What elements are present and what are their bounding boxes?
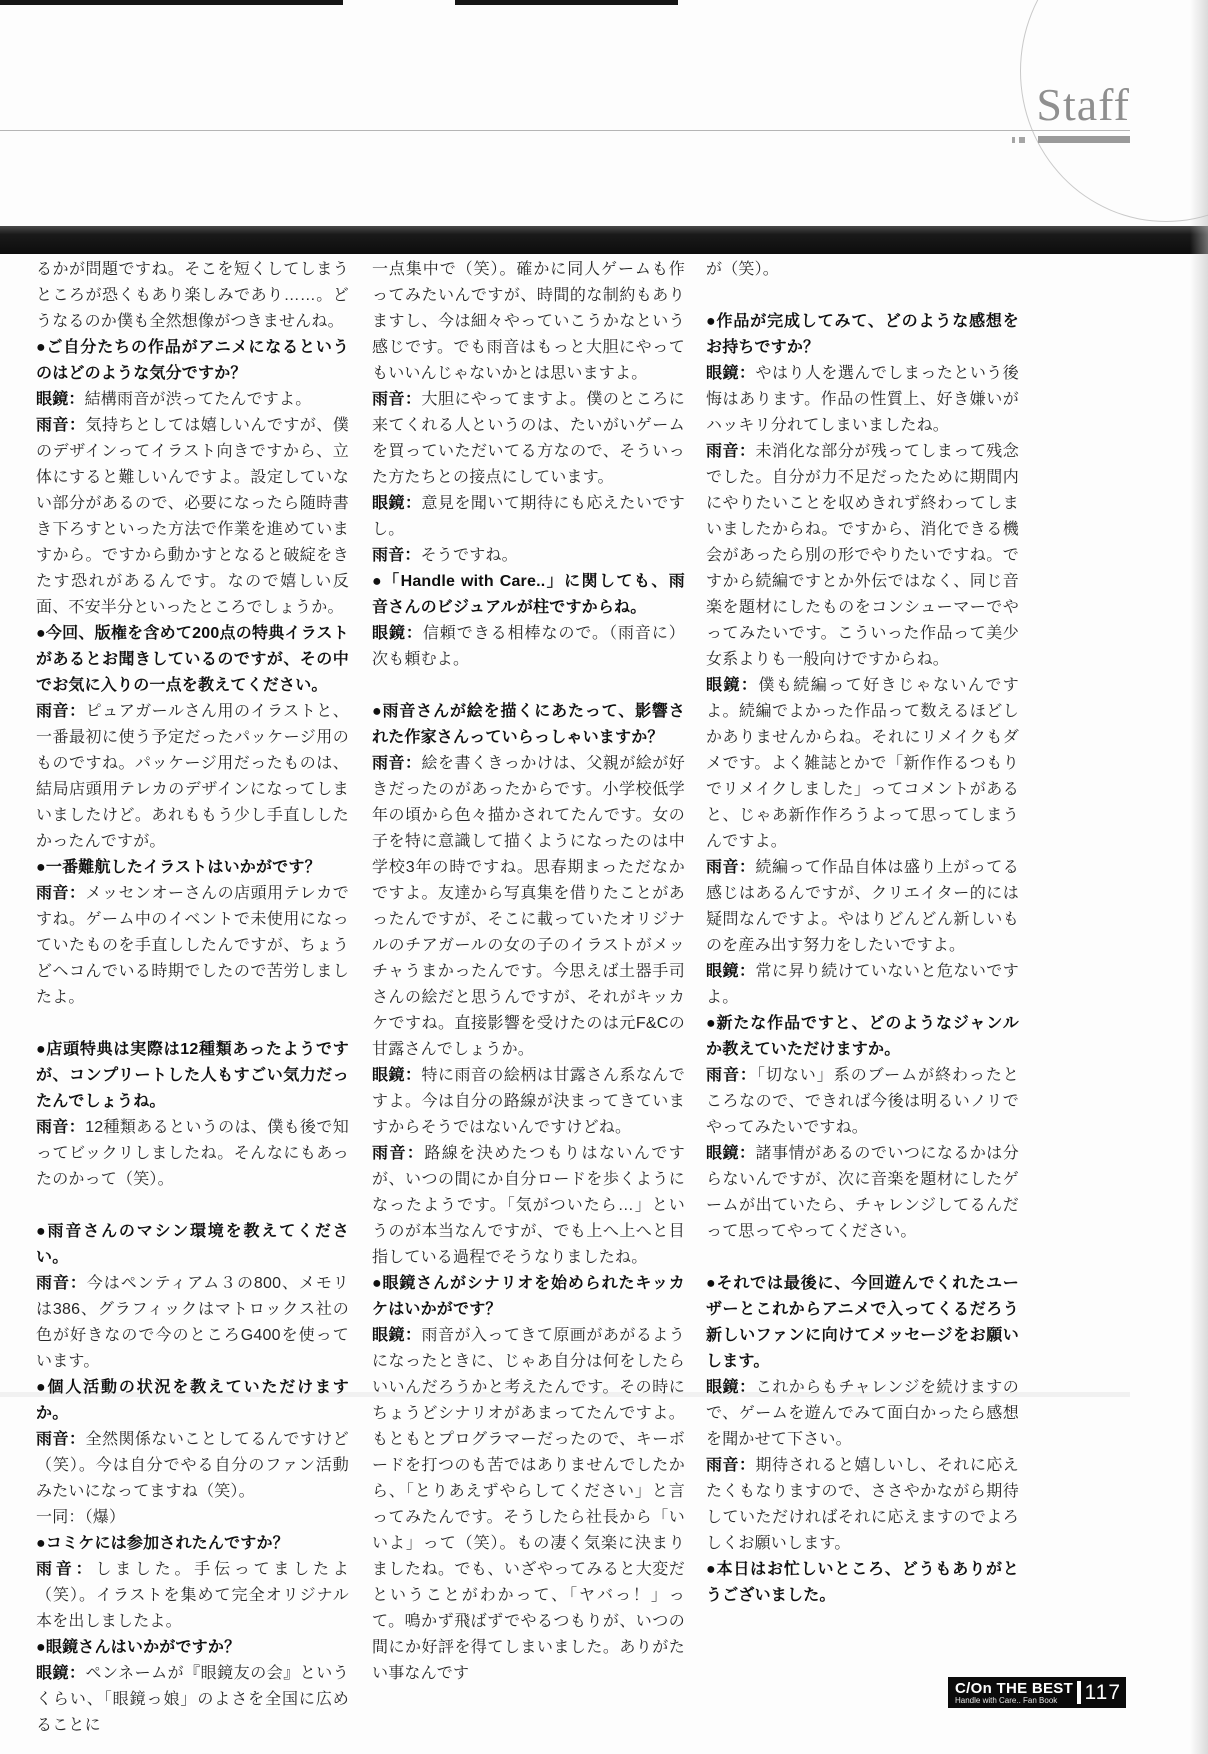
footer-page-badge xyxy=(948,1677,1126,1708)
paragraph-text: が（笑）。 xyxy=(706,261,780,278)
paragraph-text: ●眼鏡さんはいかがですか？ xyxy=(36,1639,241,1656)
speaker-label: 雨音： xyxy=(372,391,422,408)
paragraph-text: るかが問題ですね。そこを短くしてしまうところが恐くもあり楽しみであり……。どうなるのか僕も全然想像がつきませんね。 xyxy=(36,261,349,330)
paragraph-text: メッセンオーさんの店頭用テレカですね。ゲーム中のイベントで未使用になっていたものを手直ししたんですが、ちょうどヘコんでいる時期でしたので苦労しましたよ。 xyxy=(36,885,349,1006)
interview-question xyxy=(36,855,349,881)
paragraph-text: 特に雨音の絵柄は甘露さん系なんですよ。今は自分の路線が決まってきていますからそうではないんですけどね。 xyxy=(372,1067,685,1136)
speaker-label: 眼鏡： xyxy=(706,963,756,980)
paragraph-text: 雨音が入ってきて原画があがるようになったときに、じゃあ自分は何をしたらいいんだろうかと考えたんです。その時にちょうどシナリオがあまってたんですよ。もともとプログラマーだったので、キーボードを打つのも苦ではありませんでしたから、「とりあえずやらしてください」と言ってみたんです。そうしたら社長から「いいよ」って（笑）。もの凄く気楽に決まりましたね。でも、いざやってみると大変だということがわかって、「ヤバっ！」って。鳴かず飛ばずでやるつもりが、いつの間にか好評を得てしまいました。ありがたい事なんです xyxy=(372,1327,685,1682)
speaker-label: 雨音： xyxy=(372,1145,425,1162)
interview-paragraph xyxy=(36,1115,349,1193)
interview-paragraph xyxy=(372,543,685,569)
paragraph-text: ●一番難航したイラストはいかがです？ xyxy=(36,859,321,876)
interview-question xyxy=(706,309,1019,361)
header-rule-line xyxy=(0,130,1130,131)
speaker-label: 雨音： xyxy=(706,859,756,876)
speaker-label: 雨音： xyxy=(706,1457,756,1474)
interview-paragraph xyxy=(706,1453,1019,1557)
paragraph-text: ピュアガールさん用のイラストと、一番最初に使う予定だったパッケージ用のものですね。パッケージ用だったものは、結局店頭用テレカのデザインになってしまいましたけど。あれももう少し手直ししたかったんですが。 xyxy=(36,703,349,850)
interview-paragraph xyxy=(36,257,349,335)
paragraph-text: 絵を書くきっかけは、父親が絵が好きだったのがあったからです。小学校低学年の頃から色々描かされてたんです。女の子を特に意識して描くようになったのは中学校3年の時ですね。思春期まっただなかですよ。友達から写真集を借りたことがあったんですが、そこに載っていたオリジナルのチアガールの女の子のイラストがメッチャうまかったんです。今思えば土器手司さんの絵だと思うんですが、それがキッカケですね。直接影響を受けたのは元F&Cの甘露さんでしょうか。 xyxy=(372,755,685,1058)
speaker-label: 雨音： xyxy=(36,1119,86,1136)
interview-paragraph xyxy=(36,1271,349,1375)
paragraph-text: やはり人を選んでしまったという後悔はあります。作品の性質上、好き嫌いがハッキリ分れてしまいましたね。 xyxy=(706,365,1019,434)
speaker-label: 眼鏡： xyxy=(372,625,423,642)
interview-paragraph xyxy=(706,439,1019,673)
interview-question xyxy=(36,1635,349,1661)
speaker-label: 雨音： xyxy=(36,417,86,434)
header-tick-small xyxy=(1012,137,1015,143)
paragraph-text: 「切ない」系のブームが終わったところなので、できれば今後は明るいノリでやってみたいですね。 xyxy=(706,1067,1019,1136)
page-number: 117 xyxy=(1084,1681,1121,1704)
paragraph-text: 一点集中で（笑）。確かに同人ゲームも作ってみたいんですが、時間的な制約もありますし、今は細々やっていこうかなという感じです。でも雨音はもっと大胆にやってもいいんじゃないかとは思いますよ。 xyxy=(372,261,685,382)
interview-paragraph xyxy=(372,387,685,491)
paragraph-text: 僕も続編って好きじゃないんですよ。続編でよかった作品って数えるほどしかありませんからね。それにリメイクもダメです。よく雑誌とかで「新作作るつもりでリメイクしました」ってコメントがあると、じゃあ新作作ろうよって思ってしまうんですよ。 xyxy=(706,677,1019,850)
paragraph-text: ●眼鏡さんがシナリオを始められたキッカケはいかがです？ xyxy=(372,1275,685,1318)
speaker-label: 雨音： xyxy=(36,1561,96,1578)
interview-question xyxy=(36,1375,349,1427)
interview-question xyxy=(706,1557,1019,1609)
paragraph-text: ●店頭特典は実際は12種類あったようですが、コンプリートした人もすごい気力だったんでしょうね。 xyxy=(36,1041,349,1110)
interview-paragraph xyxy=(372,621,685,673)
paragraph-text: 今はペンティアム３の800、メモリは386、グラフィックはマトロックス社の色が好きなので今のところG400を使っています。 xyxy=(36,1275,349,1370)
interview-paragraph xyxy=(372,257,685,387)
interview-paragraph xyxy=(372,1323,685,1687)
paragraph-text: 12種類あるというのは、僕も後で知ってビックリしましたね。そんなにもあったのかって（笑）。 xyxy=(36,1119,349,1188)
interview-paragraph xyxy=(372,491,685,543)
paragraph-text: 常に昇り続けていないと危ないですよ。 xyxy=(706,963,1019,1006)
paragraph-text: 全然関係ないことしてるんですけど（笑）。今は自分でやる自分のファン活動みたいになってますね（笑）。 xyxy=(36,1431,349,1500)
paragraph-text: 諸事情があるのでいつになるかは分らないんですが、次に音楽を題材にしたゲームが出ていたら、チャレンジしてるんだって思ってやってください。 xyxy=(706,1145,1019,1240)
speaker-label: 眼鏡： xyxy=(36,1665,86,1682)
interview-question xyxy=(372,1271,685,1323)
paragraph-text: 信頼できる相棒なので。（雨音に）次も頼むよ。 xyxy=(372,625,685,668)
paragraph-text: 続編って作品自体は盛り上がってる感じはあるんですが、クリエイター的には疑問なんですよ。やはりどんどん新しいものを産み出す努力をしたいですよ。 xyxy=(706,859,1019,954)
interview-paragraph xyxy=(706,673,1019,855)
interview-paragraph xyxy=(706,361,1019,439)
speaker-label: 雨音： xyxy=(372,547,421,564)
speaker-label: 雨音： xyxy=(36,703,86,720)
paragraph-text: 気持ちとしては嬉しいんですが、僕のデザインってイラスト向きですから、立体にすると難しいんですよ。設定していない部分があるので、必要になったら随時書き下ろすといった方法で作業を進めていますから。ですから動かすとなると破綻をきたす恐れがあるんです。なので嬉しい反面、不安半分といったところでしょうか。 xyxy=(36,417,349,616)
speaker-label: 眼鏡： xyxy=(372,1067,422,1084)
paragraph-text: ●個人活動の状況を教えていただけますか。 xyxy=(36,1379,349,1422)
interview-question xyxy=(372,699,685,751)
interview-paragraph xyxy=(372,751,685,1063)
paragraph-text: 一同：（爆） xyxy=(36,1509,126,1526)
page-edge-shadow xyxy=(1190,0,1208,1754)
speaker-label: 雨音： xyxy=(36,1275,87,1292)
interview-question xyxy=(36,335,349,387)
interview-question xyxy=(706,1011,1019,1063)
interview-paragraph xyxy=(36,1505,349,1531)
paragraph-text: ●「Handle with Care..」に関しても、雨音さんのビジュアルが柱ですからね。 xyxy=(372,573,685,616)
interview-paragraph xyxy=(706,1375,1019,1453)
interview-question xyxy=(372,569,685,621)
section-divider-band xyxy=(0,226,1208,254)
interview-question xyxy=(36,1531,349,1557)
speaker-label: 雨音： xyxy=(706,1067,757,1084)
paragraph-text: ●それでは最後に、今回遊んでくれたユーザーとこれからアニメで入ってくるだろう新しいファンに向けてメッセージをお願いします。 xyxy=(706,1275,1019,1370)
interview-question xyxy=(706,1271,1019,1375)
paragraph-text: ●コミケには参加されたんですか？ xyxy=(36,1535,289,1552)
footer-titles xyxy=(955,1681,1074,1705)
paragraph-text: ●今回、版権を含めて200点の特典イラストがあるとお聞きしているのですが、その中でお気に入りの一点を教えてください。 xyxy=(36,625,349,694)
paragraph-text: ●本日はお忙しいところ、どうもありがとうございました。 xyxy=(706,1561,1019,1604)
interview-paragraph xyxy=(36,881,349,1011)
paragraph-text: ●ご自分たちの作品がアニメになるというのはどのような気分ですか？ xyxy=(36,339,349,382)
speaker-label: 眼鏡： xyxy=(36,391,85,408)
interview-column-1 xyxy=(36,257,349,1739)
interview-paragraph xyxy=(372,1141,685,1271)
paragraph-text: ペンネームが『眼鏡友の会』というくらい、「眼鏡っ娘」のよさを全国に広めることに xyxy=(36,1665,349,1734)
interview-paragraph xyxy=(372,1063,685,1141)
interview-paragraph xyxy=(36,699,349,855)
paragraph-text: 期待されると嬉しいし、それに応えたくもなりますので、ささやかながら期待していただければそれに応えますのでよろしくお願いします。 xyxy=(706,1457,1019,1552)
interview-paragraph xyxy=(36,1557,349,1635)
interview-paragraph xyxy=(706,1141,1019,1245)
paragraph-text: 意見を聞いて期待にも応えたいですし。 xyxy=(372,495,685,538)
interview-paragraph xyxy=(706,959,1019,1011)
interview-paragraph xyxy=(36,387,349,413)
paragraph-text: ●新たな作品ですと、どのようなジャンルか教えていただけますか。 xyxy=(706,1015,1019,1058)
interview-question xyxy=(36,1037,349,1115)
interview-column-3 xyxy=(706,257,1019,1609)
header-tick-large xyxy=(1019,137,1025,143)
footer-series-title: C/On THE BEST xyxy=(955,1679,1074,1697)
interview-paragraph xyxy=(706,257,1019,283)
interview-question xyxy=(36,621,349,699)
top-bar-segment-left xyxy=(0,0,343,5)
footer-subtitle: Handle with Care.. Fan Book xyxy=(955,1695,1058,1705)
speaker-label: 眼鏡： xyxy=(706,677,759,694)
speaker-label: 雨音： xyxy=(706,443,756,460)
header-underline-bar xyxy=(1038,136,1130,143)
interview-paragraph xyxy=(36,1427,349,1505)
paragraph-text: そうですね。 xyxy=(420,547,518,564)
paragraph-text: 大胆にやってますよ。僕のところに来てくれる人というのは、たいがいゲームを買っていただいてる方なので、そういった方たちとの接点にしています。 xyxy=(372,391,685,486)
speaker-label: 眼鏡： xyxy=(706,1379,756,1396)
paragraph-text: ●作品が完成してみて、どのような感想をお持ちですか？ xyxy=(706,313,1019,356)
interview-paragraph xyxy=(36,413,349,621)
paragraph-text: 未消化な部分が残ってしまって残念でした。自分が力不足だったために期間内にやりたいことを収めきれず終わってしまいましたからね。ですから、消化できる機会があったら別の形でやりたいですね。ですから続編ですとか外伝ではなく、同じ音楽を題材にしたものをコンシューマーでやってみたいです。こういった作品って美少女系よりも一般向けですからね。 xyxy=(706,443,1019,668)
speaker-label: 雨音： xyxy=(372,755,422,772)
speaker-label: 雨音： xyxy=(36,885,86,902)
paragraph-text: 路線を決めたつもりはないんですが、いつの間にか自分ロードを歩くようになったようです。「気がついたら…」というのが本当なんですが、でも上へ上へと目指している過程でそうなりましたね。 xyxy=(372,1145,685,1266)
speaker-label: 眼鏡： xyxy=(706,365,756,382)
speaker-label: 眼鏡： xyxy=(706,1145,756,1162)
interview-paragraph xyxy=(706,855,1019,959)
speaker-label: 雨音： xyxy=(36,1431,86,1448)
speaker-label: 眼鏡： xyxy=(372,495,422,512)
paragraph-text: 結構雨音が渋ってたんですよ。 xyxy=(84,391,312,408)
paragraph-text: ●雨音さんが絵を描くにあたって、影響された作家さんっていらっしゃいますか？ xyxy=(372,703,685,746)
speaker-label: 眼鏡： xyxy=(372,1327,422,1344)
footer-separator-bar xyxy=(1077,1681,1081,1704)
interview-column-2 xyxy=(372,257,685,1687)
paragraph-text: これからもチャレンジを続けますので、ゲームを遊んでみて面白かったら感想を聞かせて下さい。 xyxy=(706,1379,1019,1448)
interview-paragraph xyxy=(36,1661,349,1739)
page-title: Staff xyxy=(1036,79,1130,130)
interview-question xyxy=(36,1219,349,1271)
top-bar-segment-right xyxy=(455,0,678,5)
interview-paragraph xyxy=(706,1063,1019,1141)
paragraph-text: しました。手伝ってましたよ（笑）。イラストを集めて完全オリジナル本を出しましたよ。 xyxy=(36,1561,349,1630)
paragraph-text: ●雨音さんのマシン環境を教えてください。 xyxy=(36,1223,349,1266)
